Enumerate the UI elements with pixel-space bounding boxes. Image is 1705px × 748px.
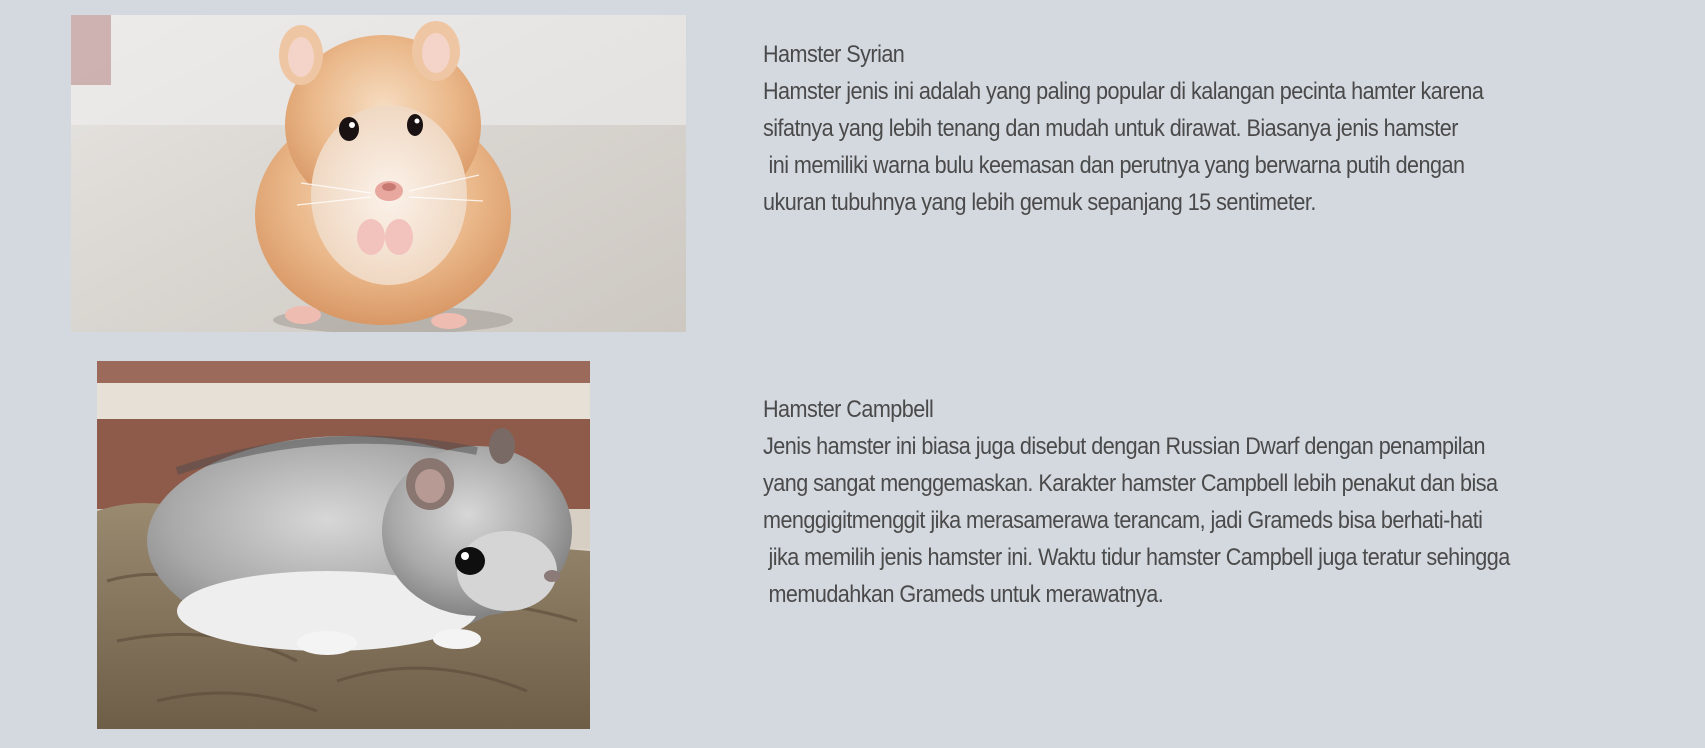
description-line: ini memiliki warna bulu keemasan dan perutnya yang berwarna putih dengan: [763, 152, 1465, 179]
description-line: jika memilih jenis hamster ini. Waktu tidur hamster Campbell juga teratur sehingga: [763, 544, 1510, 571]
section-title: Hamster Syrian: [763, 41, 905, 68]
section-campbell: [763, 391, 1623, 613]
description-line: sifatnya yang lebih tenang dan mudah untuk dirawat. Biasanya jenis hamster: [763, 115, 1458, 142]
description-line: menggigitmenggit jika merasamerawa terancam, jadi Grameds bisa berhati-hati: [763, 507, 1483, 534]
section-title: Hamster Campbell: [763, 396, 934, 423]
description-line: memudahkan Grameds untuk merawatnya.: [763, 581, 1164, 608]
description-line: Hamster jenis ini adalah yang paling popular di kalangan pecinta hamter karena: [763, 78, 1484, 105]
section-syrian: [763, 36, 1623, 221]
section-description: [763, 73, 1623, 221]
syrian-hamster-photo: [71, 15, 686, 332]
description-line: Jenis hamster ini biasa juga disebut dengan Russian Dwarf dengan penampilan: [763, 433, 1485, 460]
section-description: [763, 428, 1623, 613]
description-line: yang sangat menggemaskan. Karakter hamster Campbell lebih penakut dan bisa: [763, 470, 1498, 497]
description-line: ukuran tubuhnya yang lebih gemuk sepanjang 15 sentimeter.: [763, 189, 1316, 216]
campbell-hamster-photo: [97, 361, 590, 729]
